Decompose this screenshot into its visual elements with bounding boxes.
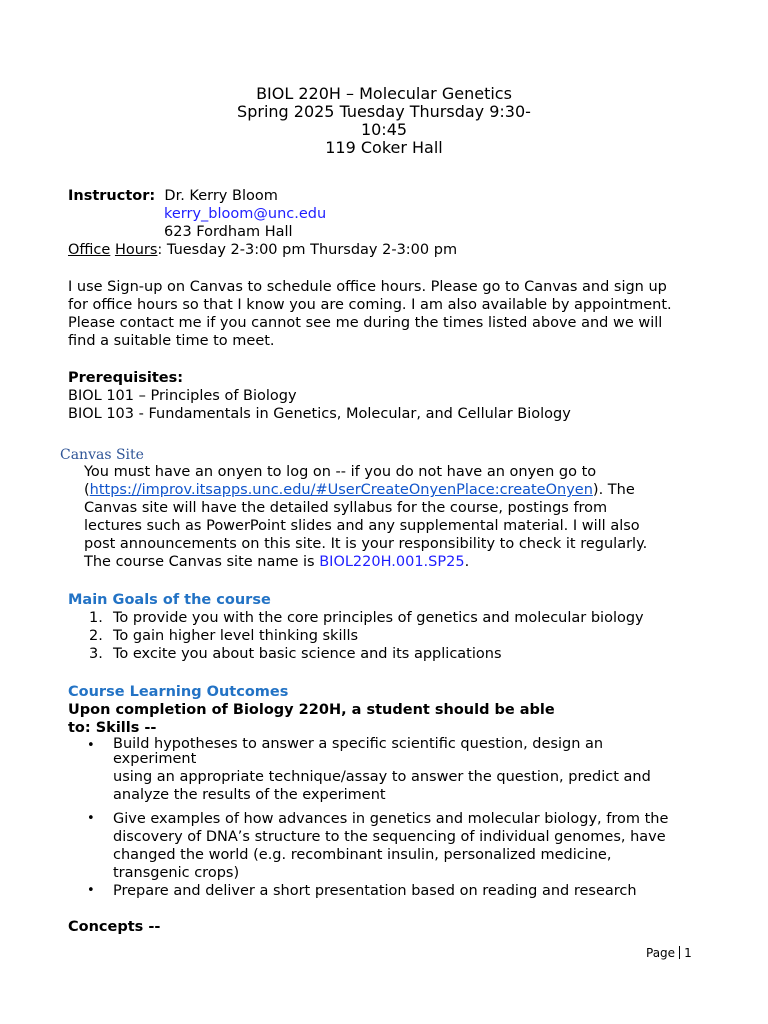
canvas-section	[84, 463, 724, 571]
canvas-line: Canvas site will have the detailed syllabus for the course, postings from	[84, 500, 608, 516]
skill-item	[68, 737, 708, 805]
goal-text: To gain higher level thinking skills	[113, 628, 359, 644]
bullet-icon: •	[87, 883, 95, 898]
instructor-label: Instructor:	[68, 188, 156, 204]
prerequisites-section	[68, 369, 708, 423]
page-number: 1	[684, 946, 692, 960]
page-separator	[679, 946, 680, 959]
instructor-name: Dr. Kerry Bloom	[164, 188, 278, 204]
skill-line: Prepare and deliver a short presentation based on reading and research	[113, 883, 637, 899]
prerequisite-item: BIOL 101 – Principles of Biology	[68, 388, 297, 404]
skill-line: using an appropriate technique/assay to answer the question, predict and	[113, 769, 651, 785]
instructor-block	[68, 187, 708, 259]
outcomes-intro-cont: to: Skills --	[68, 720, 157, 736]
course-location: 119 Coker Hall	[325, 138, 443, 157]
bullet-icon: •	[87, 811, 95, 826]
note-line: find a suitable time to meet.	[68, 333, 275, 349]
note-line: Please contact me if you cannot see me during the times listed above and we will	[68, 315, 663, 331]
instructor-email-link[interactable]: kerry_bloom@unc.edu	[164, 206, 327, 222]
skill-line: changed the world (e.g. recombinant insulin, personalized medicine,	[113, 847, 612, 863]
goals-list	[68, 609, 708, 663]
bullet-icon: •	[87, 738, 95, 753]
skill-line: Give examples of how advances in genetics and molecular biology, from the	[113, 811, 669, 827]
goal-text: To excite you about basic science and its applications	[113, 646, 502, 662]
concepts-heading: Concepts --	[68, 919, 161, 935]
canvas-site-name-suffix: .	[464, 554, 470, 570]
skill-line: experiment	[113, 751, 197, 767]
canvas-line: post announcements on this site. It is your responsibility to check it regularly.	[84, 536, 648, 552]
outcomes-intro: Upon completion of Biology 220H, a student should be able	[68, 702, 555, 718]
office-hours-text: : Tuesday 2-3:00 pm Thursday 2-3:00 pm	[157, 242, 458, 258]
goal-item	[68, 627, 708, 645]
goal-number: 3.	[89, 646, 103, 662]
canvas-site-heading: Canvas Site	[60, 447, 144, 463]
canvas-site-name-prefix: The course Canvas site name is	[84, 554, 320, 570]
course-title: BIOL 220H – Molecular Genetics	[256, 84, 512, 103]
goals-section	[68, 591, 708, 663]
canvas-line: You must have an onyen to log on -- if you do not have an onyen go to	[84, 464, 597, 480]
skill-line: discovery of DNA’s structure to the sequencing of individual genomes, have	[113, 829, 666, 845]
goals-heading: Main Goals of the course	[68, 592, 271, 608]
hours-word: Hours	[114, 242, 158, 258]
page-footer	[646, 944, 692, 962]
goal-item	[68, 645, 708, 663]
instructor-office: 623 Fordham Hall	[164, 224, 293, 240]
canvas-open-paren: (	[84, 482, 90, 498]
note-line: I use Sign-up on Canvas to schedule office hours. Please go to Canvas and sign up	[68, 279, 667, 295]
skill-item	[68, 810, 708, 882]
skill-item	[68, 882, 708, 900]
prerequisites-heading: Prerequisites:	[68, 370, 184, 386]
canvas-line: lectures such as PowerPoint slides and any supplemental material. I will also	[84, 518, 640, 534]
onyen-create-link[interactable]: https://improv.itsapps.unc.edu/#UserCreateOnyenPlace:createOnyen	[89, 482, 593, 498]
goal-text: To provide you with the core principles of genetics and molecular biology	[113, 610, 644, 626]
office-hours-note	[68, 278, 708, 350]
goal-number: 1.	[89, 610, 103, 626]
prerequisite-item: BIOL 103 - Fundamentals in Genetics, Molecular, and Cellular Biology	[68, 406, 571, 422]
note-line: for office hours so that I know you are coming. I am also available by appointment.	[68, 297, 672, 313]
skill-line: analyze the results of the experiment	[113, 787, 386, 803]
skills-list	[68, 737, 708, 900]
canvas-site-name-link[interactable]: BIOL220H.001.SP25	[319, 554, 465, 570]
course-schedule: Spring 2025 Tuesday Thursday 9:30-	[237, 102, 531, 121]
goal-item	[68, 609, 708, 627]
outcomes-heading: Course Learning Outcomes	[68, 684, 289, 700]
canvas-after-url: ). The	[592, 482, 635, 498]
goal-number: 2.	[89, 628, 103, 644]
course-title-block	[0, 85, 768, 157]
outcomes-section	[68, 683, 708, 936]
page-label: Page	[646, 946, 676, 960]
skill-line: transgenic crops)	[113, 865, 240, 881]
course-schedule-cont: 10:45	[360, 120, 408, 139]
office-word: Office	[68, 242, 111, 258]
skill-line: Build hypotheses to answer a specific scientific question, design an	[113, 736, 604, 752]
